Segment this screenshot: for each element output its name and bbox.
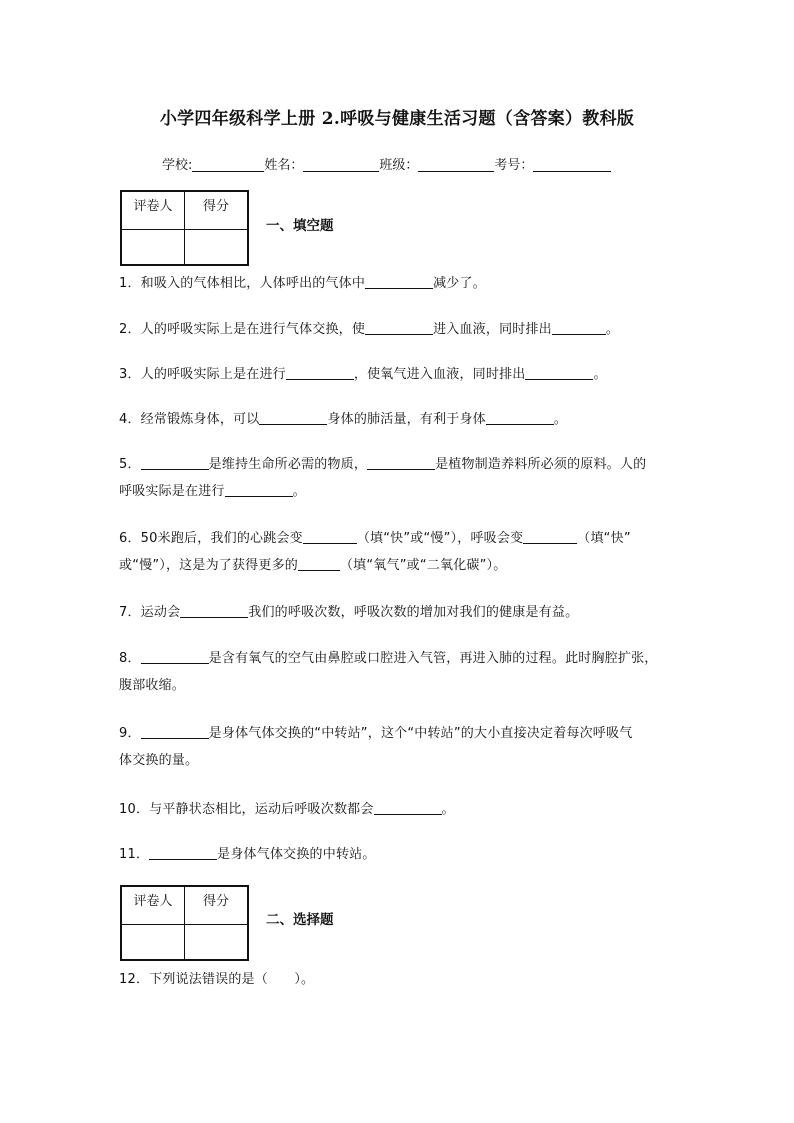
- question-text: 1．和吸入的气体相比，人体呼出的气体中: [119, 276, 366, 291]
- question-5: [119, 451, 679, 505]
- answer-blank[interactable]: [149, 846, 217, 860]
- name-blank[interactable]: [303, 157, 379, 172]
- question-2: [119, 316, 679, 343]
- question-text: 身体的肺活量，有利于身体: [327, 412, 486, 427]
- question-text: 呼吸实际是在进行: [119, 484, 225, 499]
- name-label: 姓名：: [264, 158, 304, 173]
- answer-blank[interactable]: [225, 483, 293, 497]
- answer-blank[interactable]: [298, 557, 340, 571]
- question-text: 进入血液，同时排出: [433, 322, 552, 337]
- question-text: 。: [553, 412, 568, 427]
- question-10: [119, 796, 679, 823]
- question-8: [119, 645, 679, 699]
- section-title-fill-blank: 一、填空题: [266, 218, 334, 234]
- question-text: 9．: [119, 726, 141, 741]
- student-info-line: [162, 154, 611, 173]
- question-text: 4．经常锻炼身体，可以: [119, 412, 260, 427]
- question-text: 是身体气体交换的“中转站”，这个“中转站”的大小直接决定着每次呼吸气: [208, 726, 633, 741]
- answer-blank[interactable]: [365, 321, 433, 335]
- answer-blank[interactable]: [374, 801, 442, 815]
- class-blank[interactable]: [418, 157, 494, 172]
- section-title-multiple-choice: 二、选择题: [266, 912, 334, 928]
- answer-blank[interactable]: [367, 456, 435, 470]
- score-table-1: [120, 190, 249, 266]
- question-text: 减少了。: [433, 276, 486, 291]
- question-text: 是含有氧气的空气由鼻腔或口腔进入气管，再进入肺的过程。此时胸腔扩张，: [208, 651, 658, 666]
- question-text: 5．: [119, 457, 141, 472]
- reviewer-cell[interactable]: [121, 230, 185, 266]
- reviewer-header: 评卷人: [121, 886, 185, 925]
- question-1: [119, 270, 679, 297]
- answer-blank[interactable]: [286, 366, 354, 380]
- question-text: 11．: [119, 847, 150, 862]
- question-text: （填“氧气”或“二氧化碳”）。: [339, 558, 507, 573]
- question-text: 12．下列说法错误的是（ ）。: [119, 972, 315, 987]
- question-text: 腹部收缩。: [119, 678, 186, 693]
- school-blank[interactable]: [192, 157, 264, 172]
- school-label: 学校:: [162, 158, 193, 173]
- question-3: [119, 361, 679, 388]
- answer-blank[interactable]: [141, 650, 209, 664]
- question-4: [119, 406, 679, 433]
- question-text: 。: [605, 322, 620, 337]
- question-text: ，使氧气进入血液，同时排出: [353, 367, 526, 382]
- question-7: [119, 599, 679, 626]
- question-text: 8．: [119, 651, 141, 666]
- question-text: 。: [292, 484, 306, 499]
- question-text: 我们的呼吸次数，呼吸次数的增加对我们的健康是有益。: [248, 605, 579, 620]
- answer-blank[interactable]: [365, 275, 433, 289]
- question-9: [119, 720, 679, 774]
- score-cell[interactable]: [185, 230, 249, 266]
- question-text: 3．人的呼吸实际上是在进行: [119, 367, 286, 382]
- question-text: 是维持生命所必需的物质，: [208, 457, 368, 472]
- question-text: 7．运动会: [119, 605, 181, 620]
- score-cell[interactable]: [185, 925, 249, 961]
- question-text: 6．50米跑后，我们的心跳会变: [119, 531, 303, 546]
- exam-no-blank[interactable]: [533, 157, 611, 172]
- answer-blank[interactable]: [523, 530, 577, 544]
- question-text: 或“慢”），这是为了获得更多的: [119, 558, 298, 573]
- question-text: （填“快”: [577, 531, 631, 546]
- exam-no-label: 考号：: [494, 158, 534, 173]
- answer-blank[interactable]: [141, 456, 209, 470]
- question-text: （填“快”或“慢”），呼吸会变: [356, 531, 524, 546]
- question-11: [119, 841, 679, 868]
- answer-blank[interactable]: [303, 530, 357, 544]
- answer-blank[interactable]: [525, 366, 593, 380]
- question-text: 。: [441, 802, 455, 817]
- class-label: 班级：: [379, 158, 419, 173]
- question-6: [119, 525, 679, 579]
- question-text: 体交换的量。: [119, 753, 199, 768]
- score-table-2: [120, 885, 249, 961]
- question-text: 是植物制造养料所必须的原料。人的: [435, 457, 647, 472]
- answer-blank[interactable]: [180, 604, 248, 618]
- answer-blank[interactable]: [259, 411, 327, 425]
- answer-blank[interactable]: [486, 411, 554, 425]
- question-12: [119, 966, 679, 993]
- question-text: 2．人的呼吸实际上是在进行气体交换，使: [119, 322, 366, 337]
- answer-blank[interactable]: [552, 321, 606, 335]
- document-title: 小学四年级科学上册 2.呼吸与健康生活习题（含答案）教科版: [159, 109, 635, 129]
- answer-blank[interactable]: [141, 725, 209, 739]
- question-text: 。: [593, 367, 607, 382]
- score-header: 得分: [185, 191, 249, 230]
- question-text: 10．与平静状态相比，运动后呼吸次数都会: [119, 802, 374, 817]
- question-text: 是身体气体交换的中转站。: [217, 847, 376, 862]
- score-header: 得分: [185, 886, 249, 925]
- reviewer-header: 评卷人: [121, 191, 185, 230]
- reviewer-cell[interactable]: [121, 925, 185, 961]
